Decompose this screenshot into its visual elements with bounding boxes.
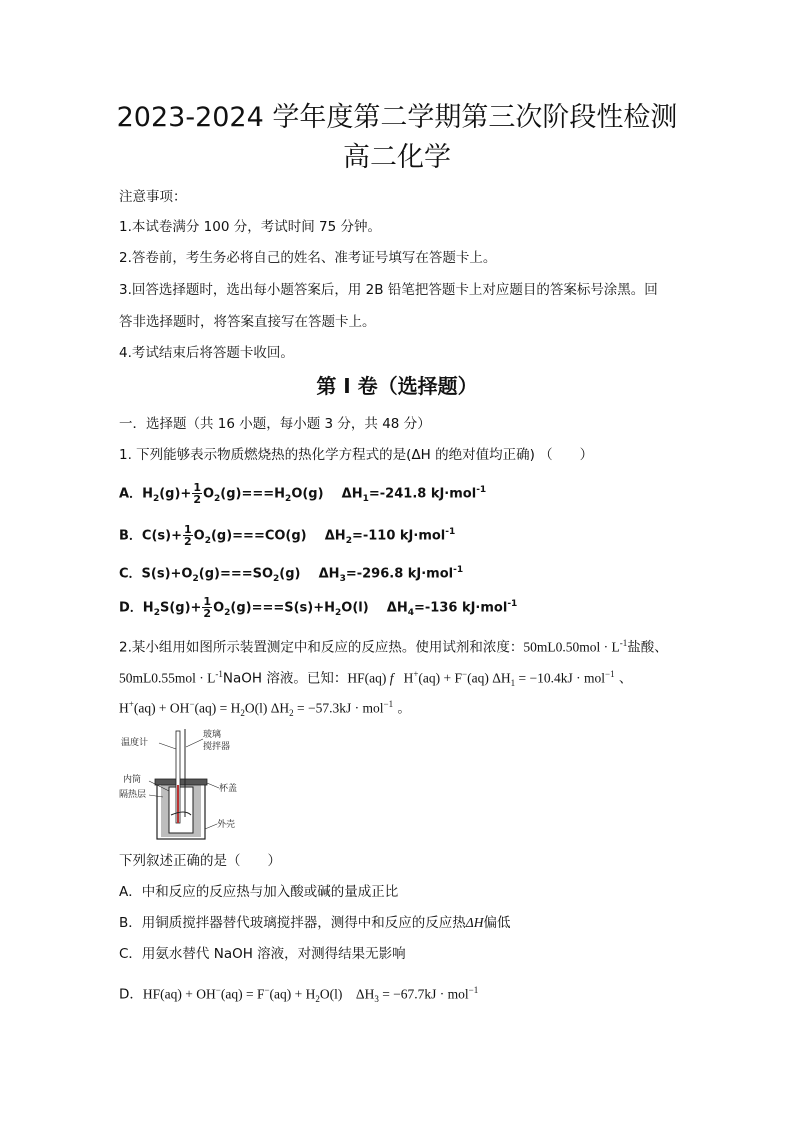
label-outer-shell: 外壳 xyxy=(217,820,236,830)
question-1-option-a: A．$H_2(g)+$ $\frac{1}{2}$ $O_2(g)===H_2O(g)$ $\Delta H_1=-241.8$ kJ·mol$^{-1}$ xyxy=(119,481,487,507)
note-item: 3.回答选择题时，选出每小题答案后，用 2B 铅笔把答题卡上对应题目的答案标号涂黑。回 xyxy=(119,282,658,298)
question-2-option-c: C．用氨水替代 NaOH 溶液，对测得结果无影响 xyxy=(119,946,406,962)
label-lid: 杯盖 xyxy=(219,784,238,794)
question-1-option-d: D．$H_2S(g)+$ $\frac{1}{2}$ $O_2(g)===S(s)+H_2O(l)$ $\Delta H_4=-136$ kJ·mol$^{-1}$ xyxy=(119,595,518,621)
label-glass: 玻璃 xyxy=(203,730,222,740)
question-2-option-a: A．中和反应的反应热与加入酸或碱的量成正比 xyxy=(119,884,399,900)
fraction: $\frac{1}{2}$ xyxy=(193,481,201,507)
note-item: 答非选择题时，将答案直接写在答题卡上。 xyxy=(119,314,376,330)
cup-lid xyxy=(155,779,207,785)
question-2-stem-line-1: 2.某小组用如图所示装置测定中和反应的反应热。使用试剂和浓度：$50mL0.50mol \cdot L^{-1}$盐酸、 xyxy=(119,638,668,656)
exam-subtitle: 高二化学 xyxy=(343,142,451,173)
note-item: 2.答卷前，考生务必将自己的姓名、准考证号填写在答题卡上。 xyxy=(119,250,497,266)
question-1-option-c: C．$S(s)+O_2(g)===SO_2(g)$ $\Delta H_3=-296.8$ kJ·mol$^{-1}$ xyxy=(119,565,464,584)
question-2-option-b: B．用铜质搅拌器替代玻璃搅拌器，测得中和反应的反应热ΔH偏低 xyxy=(119,915,511,931)
fraction: $\frac{1}{2}$ xyxy=(203,595,212,621)
inner-cylinder xyxy=(169,787,193,833)
question-2-option-d: D．$HF(aq) + OH^-(aq) = F^-(aq) + H_2O(l)$ $\Delta H_3 = -67.7kJ \cdot mol^{-1}$ xyxy=(119,985,479,1005)
question-2-stem-line-3: $H^+(aq) + OH^-(aq) = H_2O(l) \Delta H_2 = -57.3kJ \cdot mol^{-1}$ 。 xyxy=(119,699,411,719)
note-item: 1.本试卷满分 100 分，考试时间 75 分钟。 xyxy=(119,219,381,235)
calorimeter-diagram xyxy=(119,725,259,843)
thermometer-column xyxy=(177,785,179,823)
section-title: 第 I 卷（选择题） xyxy=(316,374,478,398)
question-1-stem: 1. 下列能够表示物质燃烧热的热化学方程式的是(ΔH 的绝对值均正确) （ ） xyxy=(119,447,594,463)
label-insulation: 隔热层 xyxy=(119,790,147,800)
label-thermometer: 温度计 xyxy=(121,738,149,748)
question-1-option-b: B．C(s)+ $\frac{1}{2}$ $O_2(g)===CO(g)$ $\Delta H_2=-110$ kJ·mol$^{-1}$ xyxy=(119,523,456,549)
label-inner-cylinder: 内筒 xyxy=(123,775,142,785)
question-2-stem-line-2: $50mL0.55mol \cdot L^{-1}NaOH$ 溶液。已知：HF(aq) f H+(aq) + F−(aq) $\Delta H_1 = -10.4kJ \cdot mol^{-1}$ 、 xyxy=(119,669,633,689)
section-intro: 一．选择题（共 16 小题，每小题 3 分，共 48 分） xyxy=(119,416,431,432)
label-stirrer: 搅拌器 xyxy=(203,742,231,752)
exam-title: 2023-2024 学年度第二学期第三次阶段性检测 xyxy=(116,102,678,133)
notes-heading: 注意事项： xyxy=(119,189,187,205)
question-2-prompt: 下列叙述正确的是（ ） xyxy=(119,853,281,869)
fraction: $\frac{1}{2}$ xyxy=(183,523,192,549)
note-item: 4.考试结束后将答题卡收回。 xyxy=(119,345,294,361)
